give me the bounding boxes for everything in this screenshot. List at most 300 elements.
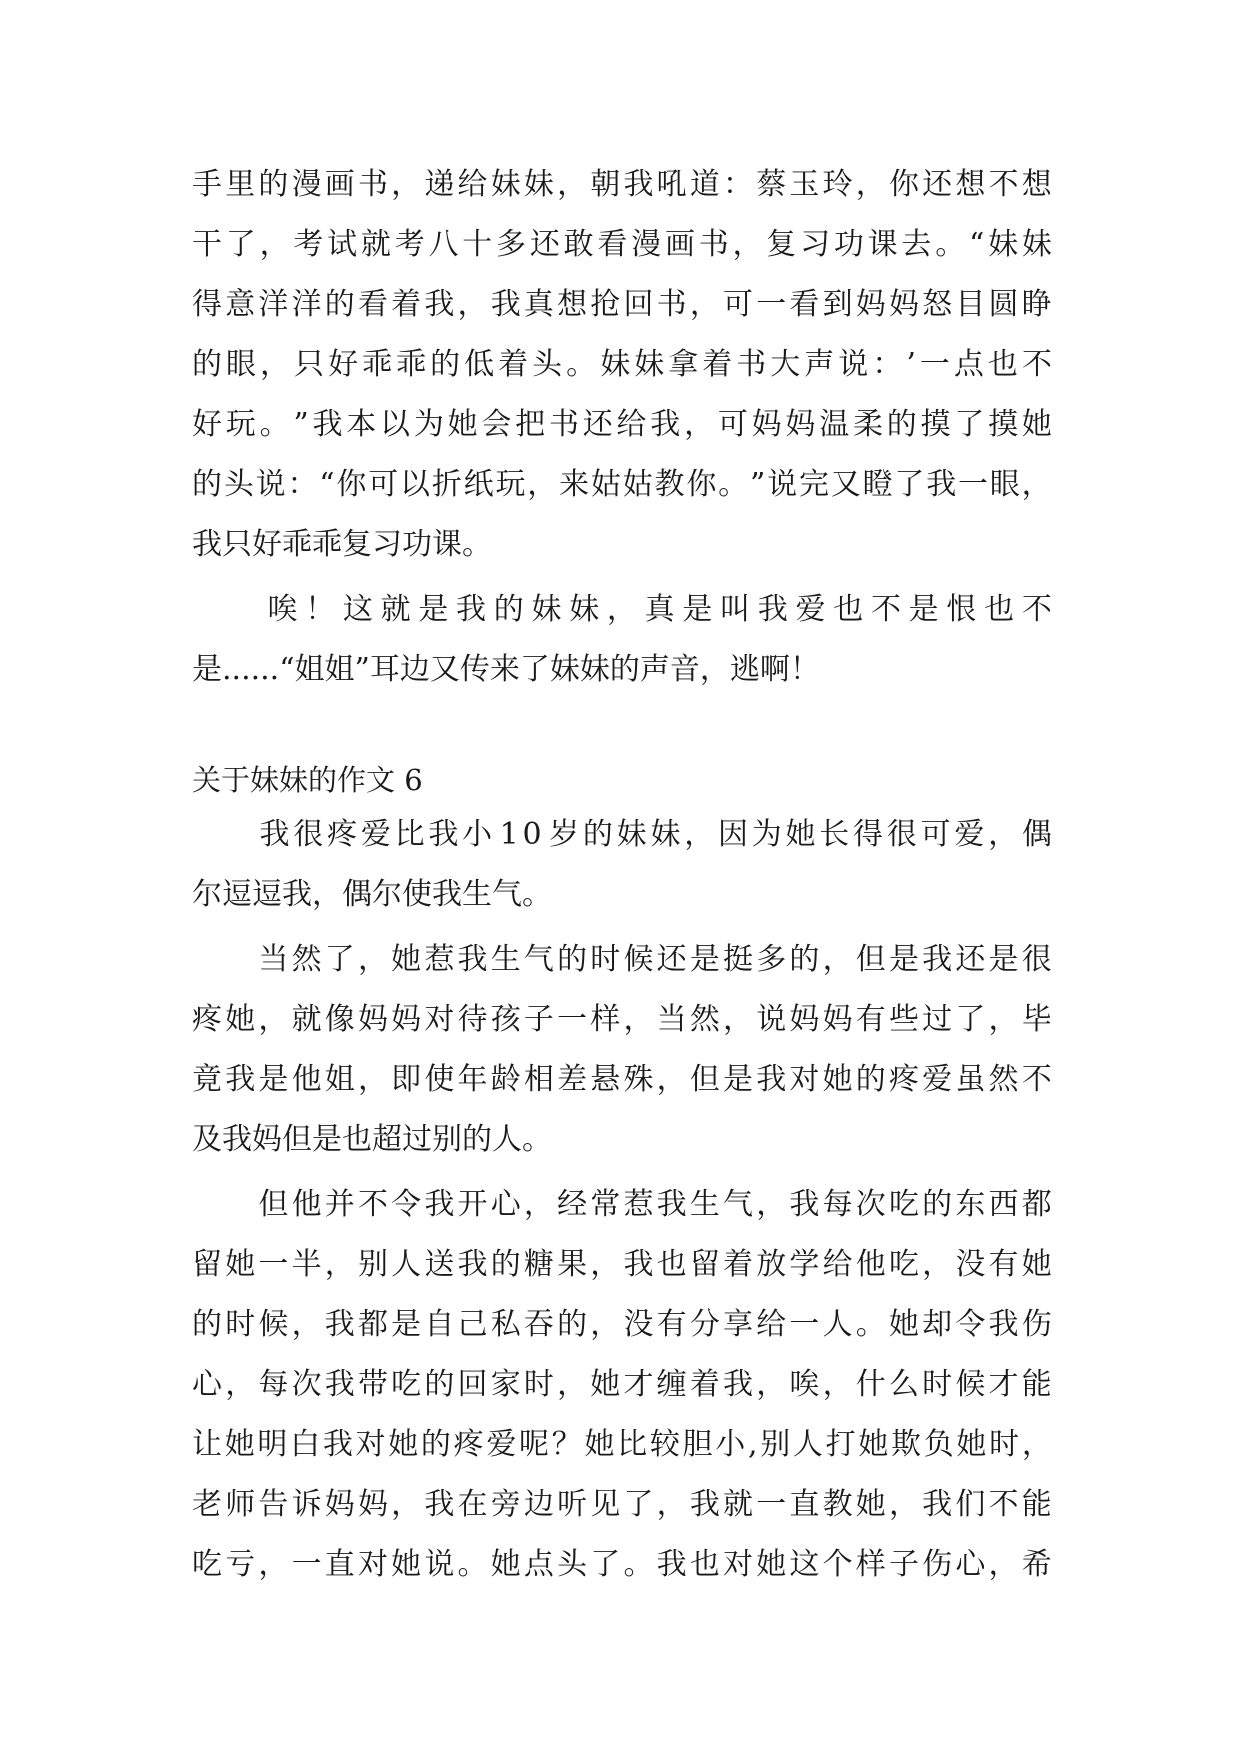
line-char: 回	[457, 1367, 488, 1402]
line-char: 我	[490, 287, 521, 322]
line-char: 并	[324, 1187, 355, 1222]
line-char: 叫	[720, 592, 751, 627]
line-char: 的	[192, 467, 222, 502]
line-char: 次	[291, 1367, 322, 1402]
line-char: 我	[656, 1187, 687, 1222]
paragraph-line	[192, 465, 1052, 505]
line-char: 放	[756, 1247, 787, 1282]
line-char: 到	[822, 287, 853, 322]
line-char: 他	[855, 1247, 886, 1282]
line-char: 给	[616, 407, 647, 442]
line-char: 她	[858, 1427, 889, 1462]
line-char: 不	[1021, 1062, 1052, 1097]
line-char: 只	[294, 347, 325, 382]
line-char: 玩	[225, 407, 256, 442]
line-char: 糖	[523, 1247, 554, 1282]
line-char: “	[319, 467, 335, 502]
line-char: 书	[698, 227, 729, 262]
line-char: 子	[523, 1002, 554, 1037]
line-char: 着	[391, 287, 422, 322]
line-char	[225, 1185, 255, 1225]
line-char: 伤	[922, 1547, 953, 1582]
line-char: ：	[723, 167, 753, 202]
line-char: 她	[584, 1427, 615, 1462]
line-char: 书	[357, 167, 388, 202]
line-char: 次	[855, 1187, 886, 1222]
line-char: 爱	[922, 1062, 953, 1097]
line-char	[192, 940, 222, 980]
line-char: 相	[523, 1062, 554, 1097]
line-char: 折	[431, 467, 462, 502]
line-char: 我	[756, 1062, 787, 1097]
line-char: ，	[391, 1487, 422, 1522]
paragraph-line	[192, 1185, 1052, 1225]
paragraph-line	[192, 1425, 1052, 1465]
line-char: 家	[490, 1367, 521, 1402]
line-char: 我	[456, 592, 487, 627]
line-char: 吃	[888, 1247, 919, 1282]
line-char: 殊	[623, 1062, 654, 1097]
line-char: 这	[789, 1547, 820, 1582]
line-char: 就	[291, 1002, 322, 1037]
line-char: 龄	[490, 1062, 521, 1097]
line-char: 是	[418, 592, 449, 627]
line-char: 头	[532, 347, 563, 382]
line-char: 吃	[888, 1187, 919, 1222]
line-char: 子	[888, 1547, 919, 1582]
line-char: 候	[955, 1367, 986, 1402]
line-char: 生	[689, 1187, 720, 1222]
line-char: 姐	[324, 1062, 355, 1097]
line-char: 漫	[291, 167, 322, 202]
line-char: 多	[496, 227, 527, 262]
line-char: 东	[955, 1187, 986, 1222]
line-char: 摸	[920, 407, 951, 442]
line-char: 课	[867, 227, 898, 262]
line-char: 摸	[988, 407, 1019, 442]
line-char: 我	[623, 1247, 654, 1282]
line-char: 像	[324, 1002, 355, 1037]
line-char: 直	[789, 1487, 820, 1522]
line-char: 着	[702, 347, 733, 382]
line-char: “	[968, 227, 985, 262]
line-char: 打	[825, 1427, 856, 1462]
line-char: 开	[457, 1187, 488, 1222]
line-char: 书	[548, 407, 579, 442]
line-char: 悬	[590, 1062, 621, 1097]
line-char: 心	[192, 1367, 222, 1402]
line-char: 才	[988, 1367, 1019, 1402]
line-char: 唉	[789, 1367, 820, 1402]
line-char: 时	[590, 942, 621, 977]
line-char: 是	[682, 592, 713, 627]
line-char: 也	[833, 592, 864, 627]
line-char: 白	[290, 1427, 321, 1462]
line-char: 是	[723, 1062, 753, 1097]
line-char: 吃	[391, 1367, 422, 1402]
line-char: 当	[258, 942, 289, 977]
line-char: 以	[400, 467, 431, 502]
paragraph-line	[192, 815, 1052, 855]
line-char: 较	[649, 1427, 680, 1462]
line-char: 她	[447, 407, 478, 442]
line-char: 洋	[291, 287, 322, 322]
line-char: 妈	[785, 407, 816, 442]
line-char: 经	[557, 1187, 588, 1222]
line-char: 疼	[453, 1427, 484, 1462]
line-char: 有	[656, 1307, 687, 1342]
line-char: 但	[258, 1187, 289, 1222]
line-char: 对	[357, 1547, 388, 1582]
line-char: 我	[312, 407, 343, 442]
line-char: 目	[955, 287, 986, 322]
line-char: 是	[888, 942, 919, 977]
line-char: 试	[327, 227, 358, 262]
line-char: 没	[623, 1307, 654, 1342]
line-char: 她	[888, 1307, 919, 1342]
line-char: ：	[872, 347, 903, 382]
line-char: 在	[457, 1487, 488, 1522]
line-char: 一	[291, 1547, 322, 1582]
line-char: 大	[770, 347, 801, 382]
line-char: 吼	[656, 167, 687, 202]
line-char: 带	[357, 1367, 388, 1402]
line-char: 吃	[192, 1547, 222, 1582]
line-char: 还	[529, 227, 560, 262]
paragraph-line	[192, 1545, 1052, 1585]
line-char: 不	[988, 1487, 1019, 1522]
line-char: 把	[515, 407, 546, 442]
line-char: 敢	[563, 227, 594, 262]
line-char: 我	[322, 1427, 353, 1462]
line-char: 差	[557, 1062, 588, 1097]
line-char: 漫	[631, 227, 662, 262]
line-char: 了	[955, 1002, 986, 1037]
line-char: 妈	[822, 1002, 853, 1037]
line-char: 眼	[226, 347, 257, 382]
line-char: 我	[457, 942, 488, 977]
line-char: 瞪	[862, 467, 893, 502]
line-char: 我	[424, 1487, 455, 1522]
line-char: 她	[391, 1547, 422, 1582]
line-char: 有	[988, 1247, 1019, 1282]
line-char: 着	[689, 1367, 720, 1402]
line-char: 学	[789, 1247, 820, 1282]
line-char: 洋	[258, 287, 289, 322]
line-char: 也	[984, 592, 1015, 627]
line-char: 的	[324, 287, 355, 322]
line-char: 她	[490, 1547, 521, 1582]
line-char: ，	[225, 1367, 256, 1402]
line-char: 什	[855, 1367, 886, 1402]
line-char: 妈	[324, 1487, 355, 1522]
line-char: 功	[833, 227, 864, 262]
line-char: ，	[822, 1367, 853, 1402]
line-char: 亏	[225, 1547, 256, 1582]
line-char: 不	[1021, 592, 1052, 627]
line-char: 但	[855, 942, 886, 977]
line-char: 每	[258, 1367, 289, 1402]
line-char: 她	[224, 1427, 255, 1462]
line-char: 因	[717, 817, 748, 852]
line-char: 递	[424, 167, 455, 202]
line-char: 的	[430, 347, 461, 382]
line-char: 享	[723, 1307, 753, 1342]
line-char: 妹	[523, 167, 554, 202]
line-char: 比	[617, 1427, 648, 1462]
line-char: ，	[684, 817, 715, 852]
line-char: ，	[888, 1487, 919, 1522]
line-char: 对	[789, 1062, 820, 1097]
line-char: 己	[457, 1307, 488, 1342]
line-char: 西	[988, 1187, 1019, 1222]
line-char: 年	[457, 1062, 488, 1097]
line-char: 说	[424, 1547, 455, 1582]
line-char: 个	[822, 1547, 853, 1582]
line-char: 着	[723, 1247, 753, 1282]
line-char: ，	[723, 1002, 753, 1037]
line-char: 我	[926, 467, 957, 502]
line-char: 习	[800, 227, 831, 262]
line-char: ’	[906, 347, 916, 382]
line-char: 是	[908, 592, 939, 627]
line-char: 了	[590, 1547, 621, 1582]
line-char: 竟	[192, 1062, 222, 1097]
line-char: 然	[291, 942, 322, 977]
line-char: 可	[717, 407, 748, 442]
line-char: 人	[391, 1247, 422, 1282]
line-char: 样	[590, 1002, 621, 1037]
line-char: 我	[789, 1187, 820, 1222]
section-heading: 关于妹妹的作文 6	[192, 763, 423, 797]
line-char: 就	[380, 592, 411, 627]
line-char: 真	[523, 287, 554, 322]
line-char: 能	[1021, 1487, 1052, 1522]
line-char: 妈	[357, 1487, 388, 1522]
line-char: 生	[490, 942, 521, 977]
paragraph-line	[192, 285, 1052, 325]
line-char: 教	[654, 467, 685, 502]
line-char: 妈	[789, 1002, 820, 1037]
line-char: 我	[723, 1367, 753, 1402]
line-char: ，	[590, 1307, 621, 1342]
line-char: 也	[689, 1547, 720, 1582]
line-char: 。	[623, 1547, 654, 1582]
line-char: 岁	[549, 817, 580, 852]
paragraph-line	[192, 405, 1052, 445]
line-char: 妈	[357, 1002, 388, 1037]
line-char: 我	[324, 1307, 355, 1342]
line-char: ，	[623, 1002, 654, 1037]
line-char: 得	[192, 287, 222, 322]
line-char: 不	[988, 167, 1019, 202]
line-char: 我	[988, 1307, 1019, 1342]
line-char: 是	[689, 942, 720, 977]
line-char: 当	[656, 1002, 687, 1037]
line-char: 好	[192, 407, 222, 442]
line-char: 的	[192, 1307, 222, 1342]
line-char: 然	[689, 1002, 720, 1037]
line-char: 她	[1021, 1247, 1052, 1282]
line-char: 怒	[922, 287, 953, 322]
line-char: 爱	[954, 817, 985, 852]
line-char: 一	[557, 1002, 588, 1037]
line-char: 乖	[396, 347, 427, 382]
line-char: 分	[689, 1307, 720, 1342]
line-char: 本	[346, 407, 377, 442]
line-char: 就	[723, 1487, 753, 1522]
line-char: 。	[457, 1547, 488, 1582]
line-char: 别	[357, 1247, 388, 1282]
line-char: 看	[357, 287, 388, 322]
line-char: 的	[855, 1062, 886, 1097]
line-char: 留	[192, 1247, 222, 1282]
line-char: 看	[597, 227, 628, 262]
line-char: 她	[756, 1547, 787, 1582]
paragraph-line	[192, 1485, 1052, 1525]
line-char: 候	[258, 1307, 289, 1342]
line-char: 妈	[391, 1002, 422, 1037]
line-char: 才	[623, 1367, 654, 1402]
line-char: 着	[498, 347, 529, 382]
line-char: 妈	[751, 407, 782, 442]
line-char: 来	[559, 467, 590, 502]
line-char: 听	[557, 1487, 588, 1522]
line-char: 是	[258, 1062, 289, 1097]
line-char: 我	[757, 592, 788, 627]
line-char: 半	[291, 1247, 322, 1282]
line-char: 她	[785, 817, 816, 852]
line-char: 可	[920, 817, 951, 852]
line-char: 你	[888, 167, 919, 202]
line-char: ，	[1021, 1427, 1052, 1462]
line-char: 她	[225, 1002, 256, 1037]
line-char: 里	[225, 167, 256, 202]
line-char: 纸	[463, 467, 494, 502]
line-char: 希	[1021, 1547, 1052, 1582]
line-char: 的	[886, 407, 917, 442]
line-char: 的	[922, 1187, 953, 1222]
line-char: 明	[257, 1427, 288, 1462]
line-char: 人	[822, 1307, 853, 1342]
line-char: 低	[464, 347, 495, 382]
line-char: ，	[258, 1547, 289, 1582]
line-char: 妹	[600, 347, 631, 382]
line-char: 然	[988, 1062, 1019, 1097]
line-char: 能	[1021, 1367, 1052, 1402]
line-char: 对	[424, 1002, 455, 1037]
line-char: 一	[958, 467, 988, 502]
line-char: ，	[756, 1367, 787, 1402]
line-char: 1	[499, 817, 519, 852]
line-char: 朝	[590, 167, 621, 202]
line-char: 八	[428, 227, 459, 262]
line-char: 爱	[360, 817, 391, 852]
line-char: 这	[342, 592, 373, 627]
line-char: 道	[689, 167, 720, 202]
line-char: 还	[656, 942, 687, 977]
line-char: ，	[732, 227, 763, 262]
paragraph-line	[192, 165, 1052, 205]
paragraph-line	[192, 1305, 1052, 1345]
line-char: 唉	[267, 592, 298, 627]
paragraph-line	[192, 1000, 1052, 1040]
line-char: 他	[291, 1062, 322, 1097]
line-char: 负	[923, 1427, 954, 1462]
paragraph-line	[192, 345, 1052, 385]
line-char: 的	[258, 167, 289, 202]
line-char: 圆	[988, 287, 1019, 322]
line-char: 常	[590, 1187, 621, 1222]
line-char: 她	[1021, 407, 1052, 442]
line-char: 我	[259, 817, 290, 852]
line-char: ，	[357, 942, 388, 977]
line-char: 过	[922, 1002, 953, 1037]
line-char: 旁	[490, 1487, 521, 1522]
line-char: 我	[457, 1247, 488, 1282]
line-char: 妹	[634, 347, 665, 382]
line-char: 了	[225, 227, 256, 262]
line-char: ，	[656, 1062, 687, 1097]
line-char: 小	[462, 817, 493, 852]
line-char: 妈	[888, 287, 919, 322]
line-char: 一	[919, 347, 950, 382]
line-char	[192, 1185, 222, 1225]
line-char: 还	[955, 942, 986, 977]
line-char: 诉	[291, 1487, 322, 1522]
line-char: 真	[644, 592, 675, 627]
line-char: 给	[457, 167, 488, 202]
line-char: 乖	[362, 347, 393, 382]
paragraph-line	[192, 1120, 1052, 1160]
line-char: 我	[656, 1547, 687, 1582]
line-char: 玲	[822, 167, 853, 202]
line-char: 欺	[891, 1427, 922, 1462]
line-char: 孩	[490, 1002, 521, 1037]
line-char: ，	[684, 407, 715, 442]
line-char: 以	[380, 407, 411, 442]
line-char: 书	[656, 287, 687, 322]
line-char: 意	[225, 287, 256, 322]
line-char: ,	[747, 1427, 758, 1462]
line-char: 她	[225, 1247, 256, 1282]
line-char: 妈	[855, 287, 886, 322]
line-char: 温	[819, 407, 850, 442]
line-char: ，	[606, 592, 637, 627]
line-char: 长	[819, 817, 850, 852]
line-char: 些	[888, 1002, 919, 1037]
line-char: 让	[192, 1427, 222, 1462]
line-char: 样	[855, 1547, 886, 1582]
line-char: 令	[391, 1187, 422, 1222]
line-char: 头	[223, 467, 254, 502]
line-char: ，	[756, 1187, 787, 1222]
line-char: 们	[955, 1487, 986, 1522]
line-char: ，	[988, 1547, 1019, 1582]
line-char: 缠	[656, 1367, 687, 1402]
line-char: 疼	[192, 1002, 222, 1037]
line-char: 考	[293, 227, 324, 262]
line-char: 我	[689, 1487, 720, 1522]
line-char: 得	[853, 817, 884, 852]
line-char: 都	[357, 1307, 388, 1342]
line-char: 小	[715, 1427, 746, 1462]
line-char: ，	[259, 227, 290, 262]
line-char: 我	[324, 1367, 355, 1402]
line-char: 想	[557, 287, 588, 322]
line-char: 时	[989, 1427, 1020, 1462]
line-char: 惹	[424, 942, 455, 977]
